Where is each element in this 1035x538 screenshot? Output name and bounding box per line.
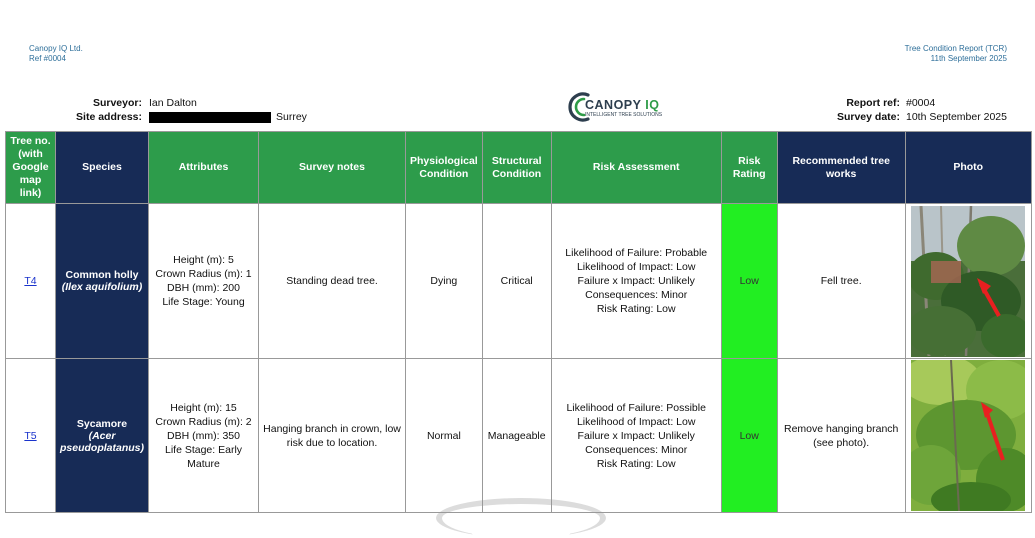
surveyor-label: Surveyor:: [92, 97, 142, 109]
risk-consequences: Consequences: Minor: [585, 443, 688, 456]
risk-assessment-cell: [551, 204, 721, 359]
tree-map-link[interactable]: T5: [24, 429, 37, 442]
survey-notes-cell: Hanging branch in crown, low risk due to location.: [259, 359, 406, 513]
survey-notes-cell: Standing dead tree.: [259, 204, 406, 359]
structural-cell: Manageable: [482, 359, 551, 513]
attribute-life-stage: Life Stage: Early Mature: [164, 443, 243, 470]
species-common-name: Sycamore: [76, 417, 128, 430]
col-header-physiological: Physiological Condition: [406, 132, 483, 204]
report-ref-value: #0004: [906, 97, 936, 109]
species-scientific-name: (Acer pseudoplatanus): [60, 429, 145, 454]
survey-meta-right: [810, 96, 1007, 124]
risk-likelihood-failure: Likelihood of Failure: Possible: [566, 401, 706, 414]
survey-date-label: Survey date:: [836, 111, 900, 123]
report-title: Tree Condition Report (TCR): [904, 44, 1007, 53]
attribute-height: Height (m): 15: [170, 401, 237, 414]
tree-photo[interactable]: [911, 206, 1025, 357]
col-header-species: Species: [56, 132, 149, 204]
risk-likelihood-failure: Likelihood of Failure: Probable: [565, 247, 708, 259]
company-name: Canopy IQ Ltd.: [29, 44, 83, 53]
col-header-photo: Photo: [905, 132, 1031, 204]
company-info: [29, 44, 83, 64]
species-common-name: Common holly: [65, 269, 139, 281]
attribute-dbh: DBH (mm): 350: [167, 429, 240, 442]
report-info: [905, 44, 1007, 64]
recommended-works-cell: Remove hanging branch (see photo).: [777, 359, 905, 513]
logo-tagline: INTELLIGENT TREE SOLUTIONS: [585, 112, 663, 118]
surveyor-value: Ian Dalton: [149, 97, 197, 109]
col-header-risk-rating: Risk Rating: [721, 132, 777, 204]
report-ref-label: Report ref:: [846, 97, 900, 109]
risk-assessment-cell: [551, 359, 721, 513]
table-header-row: [6, 132, 1032, 204]
col-header-recommended-works: Recommended tree works: [777, 132, 905, 204]
attribute-crown-radius: Crown Radius (m): 2: [155, 415, 252, 428]
tree-no-cell: [6, 359, 56, 513]
species-scientific-name: (Ilex aquifolium): [61, 281, 143, 293]
attribute-dbh: DBH (mm): 200: [167, 282, 240, 294]
risk-rating-cell: Low: [721, 204, 777, 359]
col-header-structural: Structural Condition: [482, 132, 551, 204]
species-cell: [56, 204, 149, 359]
risk-consequences: Consequences: Minor: [585, 289, 688, 301]
risk-likelihood-impact: Likelihood of Impact: Low: [576, 261, 696, 273]
canopy-iq-logo: [566, 90, 666, 124]
photo-cell: [905, 204, 1031, 359]
risk-rating-cell: Low: [721, 359, 777, 513]
report-date: 11th September 2025: [930, 54, 1007, 63]
physiological-cell: Dying: [406, 204, 483, 359]
survey-meta-left: [70, 96, 307, 124]
attributes-cell: [149, 359, 259, 513]
col-header-attributes: Attributes: [149, 132, 259, 204]
attributes-cell: [149, 204, 259, 359]
attribute-crown-radius: Crown Radius (m): 1: [155, 268, 252, 280]
redaction-bar: [149, 112, 271, 123]
col-header-survey-notes: Survey notes: [259, 132, 406, 204]
tree-condition-table: [5, 131, 1032, 513]
recommended-works-cell: Fell tree.: [777, 204, 905, 359]
col-header-risk-assessment: Risk Assessment: [551, 132, 721, 204]
structural-cell: Critical: [482, 204, 551, 359]
company-ref: Ref #0004: [29, 54, 66, 63]
tree-map-link[interactable]: T4: [24, 275, 37, 287]
col-header-tree-no: Tree no. (with Google map link): [6, 132, 56, 204]
tree-photo[interactable]: [911, 360, 1025, 511]
risk-likelihood-impact: Likelihood of Impact: Low: [576, 415, 696, 428]
species-cell: [56, 359, 149, 513]
attribute-height: Height (m): 5: [173, 254, 234, 266]
site-value: Surrey: [276, 111, 307, 123]
risk-failure-impact: Failure x Impact: Unlikely: [577, 275, 695, 287]
tree-no-cell: [6, 204, 56, 359]
risk-rating-line: Risk Rating: Low: [596, 457, 676, 470]
physiological-cell: Normal: [406, 359, 483, 513]
photo-cell: [905, 359, 1031, 513]
risk-failure-impact: Failure x Impact: Unlikely: [577, 429, 695, 442]
logo-brand: CANOPY IQ: [585, 98, 660, 112]
risk-rating-line: Risk Rating: Low: [596, 303, 676, 315]
attribute-life-stage: Life Stage: Young: [162, 296, 245, 308]
site-label: Site address:: [76, 111, 142, 123]
survey-date-value: 10th September 2025: [906, 111, 1007, 123]
table-row: [6, 204, 1032, 359]
table-row: [6, 359, 1032, 513]
